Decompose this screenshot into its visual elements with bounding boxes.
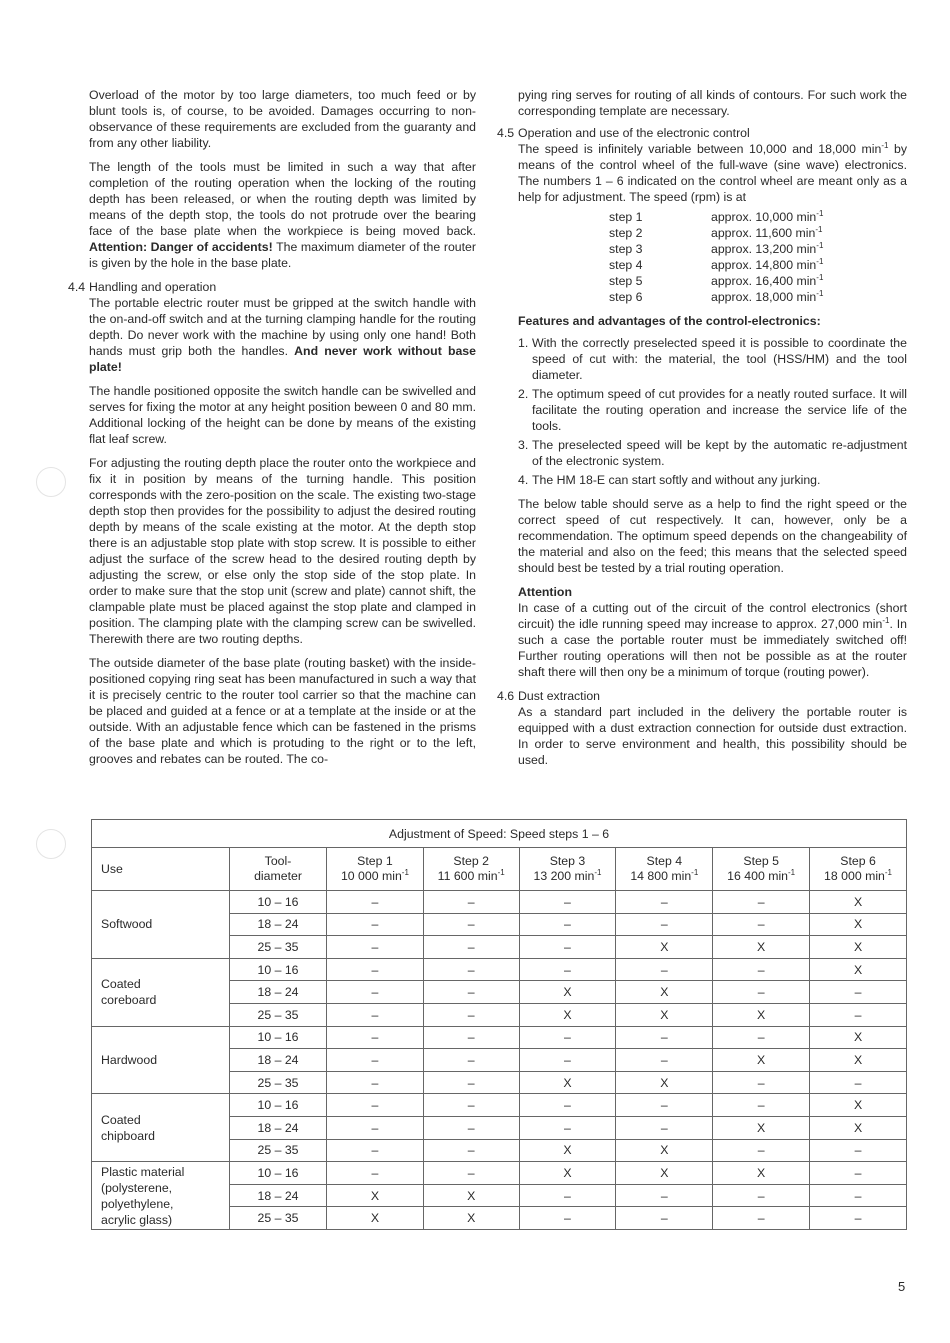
feature-text: The preselected speed will be kept by the automatic re-adjustment of the electronic system.	[532, 438, 907, 468]
feature-item	[518, 437, 907, 469]
speed-cell: –	[519, 958, 616, 981]
speed-cell: –	[327, 981, 424, 1004]
speed-cell: X	[810, 1049, 907, 1072]
speed-cell: –	[423, 1094, 519, 1117]
section-number: 4.4	[68, 280, 86, 294]
speed-cell: X	[423, 1184, 519, 1207]
step-speed: 18 000 $\min^{-1}$	[824, 867, 893, 883]
speed-cell: –	[327, 891, 424, 914]
speed-cell: –	[616, 1094, 713, 1117]
feature-item	[518, 472, 907, 488]
speed-cell: –	[616, 1026, 713, 1049]
speed-cell: X	[616, 1162, 713, 1185]
speed-cell: –	[327, 913, 424, 936]
paragraph-tool-length	[68, 159, 476, 271]
speed-cell: –	[616, 891, 713, 914]
features-list	[497, 335, 907, 488]
superscript: -1	[401, 867, 409, 877]
speed-cell: –	[327, 1139, 424, 1162]
speed-cell: –	[423, 1026, 519, 1049]
section-number: 4.6	[497, 689, 515, 703]
paragraph-table-help: The below table should serve as a help to find the right speed or the correct speed of cut respectively. It can, however, only be a recommendation. The optimum speed depends on the changeability of the material and also on the feed; this means that the selected speed should best be tested by a trial routing operation.	[518, 497, 907, 575]
tool-diameter-cell: 10 – 16	[230, 891, 327, 914]
features-title-text: Features and advantages of the control-electronics:	[518, 314, 821, 328]
material-line: acrylic glass)	[101, 1212, 173, 1227]
speed-cell: –	[519, 1184, 616, 1207]
use-material	[92, 958, 230, 1026]
material-line: coreboard	[101, 993, 157, 1008]
speed-cell: –	[327, 1003, 424, 1026]
text-speed-range: The speed is infinitely variable between 10,000 and 18,000 min	[518, 142, 882, 156]
speed-cell: X	[810, 891, 907, 914]
paragraph-attention	[497, 600, 907, 680]
text-tool-length: The length of the tools must be limited in such a way that after completion of the routing operation when the locking of the routing depth has been released, or when the routing depth was limited by means of the depth stop, the tools do not protrude over the bearing face of the base plate when the workpiece is being moved back.	[89, 160, 476, 238]
use-material	[92, 1094, 230, 1162]
superscript: -1	[497, 867, 505, 877]
speed-cell: X	[519, 1071, 616, 1094]
feature-text: The HM 18-E can start softly and without any jurking.	[532, 473, 821, 487]
paragraph-base-plate: The outside diameter of the base plate (routing basket) with the inside-positioned copying ring seat has been manufactured in such a way that it is precisely centric to the router tool carrier so that the machine can be placed and guided at a fence or at a template at the inside or at the outside. With an adjustable fence which can be fastened in the prisms of the base plate and which is protuding to the right or to the left, grooves and rebates can be routed. The co-	[89, 656, 476, 766]
tool-diameter-cell: 18 – 24	[230, 1049, 327, 1072]
step-name: Step 4	[646, 854, 683, 868]
speed-step-value: approx. 16,400 $\min^{-1}$	[711, 272, 824, 288]
speed-cell: –	[423, 936, 519, 959]
speed-cell: X	[810, 1094, 907, 1117]
feature-item	[518, 386, 907, 434]
superscript: -1	[691, 867, 699, 877]
header-step	[327, 848, 424, 891]
speed-cell: X	[519, 1003, 616, 1026]
speed-cell: X	[810, 913, 907, 936]
step-speed: 10 000 $\min^{-1}$	[340, 867, 409, 883]
speed-cell: –	[713, 1071, 810, 1094]
speed-cell: X	[713, 936, 810, 959]
header-use: Use	[92, 848, 230, 891]
superscript: -1	[816, 288, 824, 298]
speed-cell: X	[616, 1139, 713, 1162]
paragraph-handle: The handle positioned opposite the switch handle can be swivelled and serves for fixing the motor at any height position beween 0 and 80 mm. Additional locking of the height can be done by means of the existing flat leaf screw.	[89, 384, 476, 446]
feature-number: 4.	[518, 473, 529, 487]
material-line: (polysterene,	[101, 1180, 173, 1195]
speed-cell: –	[327, 1162, 424, 1185]
tool-diameter-cell: 25 – 35	[230, 1139, 327, 1162]
speed-cell: –	[423, 913, 519, 936]
superscript: -1	[816, 256, 824, 266]
paragraph-overload: Overload of the motor by too large diameters, too much feed or by blunt tools is, of course, to be avoided. Damages occurring to non-observance of these requirements are excluded from the guaranty and from any other liability.	[89, 88, 476, 150]
speed-cell: –	[713, 958, 810, 981]
header-line: diameter	[254, 869, 302, 883]
text-attention: In case of a cutting out of the circuit of the control electronics (short circuit) the idle running speed may increase to approx. 27,000 min	[518, 601, 907, 631]
speed-cell: –	[810, 1071, 907, 1094]
speed-cell: –	[327, 1071, 424, 1094]
speed-cell: –	[519, 1116, 616, 1139]
attention-heading: Attention	[518, 585, 572, 599]
speed-cell: –	[810, 1139, 907, 1162]
speed-cell: X	[616, 1003, 713, 1026]
warning-base-plate: And never work without base plate!	[89, 344, 476, 374]
left-column	[68, 87, 476, 775]
material-line: Coated	[101, 977, 141, 992]
superscript: -1	[816, 240, 824, 250]
feature-number: 1.	[518, 336, 529, 350]
speed-step-value: approx. 10,000 $\min^{-1}$	[711, 208, 824, 224]
speed-cell: –	[616, 1207, 713, 1230]
step-speed: 11 600 $\min^{-1}$	[437, 867, 505, 883]
step-name: Step 2	[453, 854, 489, 868]
use-material	[92, 1162, 230, 1230]
speed-cell: X	[713, 1116, 810, 1139]
speed-cell: –	[616, 1184, 713, 1207]
table-row	[92, 891, 907, 914]
speed-cell: –	[519, 913, 616, 936]
speed-adjustment-table	[91, 819, 907, 1230]
header-tool-diameter	[230, 848, 327, 891]
speed-cell: –	[616, 913, 713, 936]
speed-cell: –	[327, 1049, 424, 1072]
speed-cell: X	[713, 1162, 810, 1185]
tool-diameter-cell: 18 – 24	[230, 981, 327, 1004]
speed-cell: X	[810, 936, 907, 959]
speed-step-label: step 4	[609, 258, 643, 272]
material-line: Plastic material	[101, 1164, 185, 1179]
speed-cell: –	[519, 936, 616, 959]
material-line: Hardwood	[101, 1052, 158, 1067]
speed-cell: –	[423, 1071, 519, 1094]
speed-cell: –	[519, 891, 616, 914]
tool-diameter-cell: 10 – 16	[230, 1094, 327, 1117]
speed-cell: –	[713, 1184, 810, 1207]
features-title	[497, 313, 907, 329]
use-material	[92, 891, 230, 959]
speed-step-value: approx. 11,600 $\min^{-1}$	[711, 224, 823, 240]
speed-cell: X	[519, 1139, 616, 1162]
speed-cell: –	[713, 981, 810, 1004]
speed-cell: –	[616, 1049, 713, 1072]
speed-step-row	[609, 257, 907, 273]
speed-cell: –	[327, 1094, 424, 1117]
speed-cell: X	[713, 1003, 810, 1026]
tool-diameter-cell: 18 – 24	[230, 1116, 327, 1139]
material-line: Softwood	[101, 917, 153, 932]
speed-cell: –	[423, 1162, 519, 1185]
tool-diameter-cell: 18 – 24	[230, 1184, 327, 1207]
step-name: Step 3	[549, 854, 586, 868]
superscript: -1	[882, 615, 890, 625]
tool-diameter-cell: 25 – 35	[230, 1207, 327, 1230]
use-material	[92, 1026, 230, 1094]
speed-cell: –	[423, 981, 519, 1004]
speed-cell: –	[519, 1049, 616, 1072]
speed-cell: –	[519, 1207, 616, 1230]
speed-cell: –	[423, 891, 519, 914]
speed-step-row	[609, 289, 907, 305]
header-step	[616, 848, 713, 891]
speed-cell: –	[423, 1139, 519, 1162]
punch-hole-mark	[36, 829, 66, 859]
speed-cell: –	[519, 1026, 616, 1049]
header-step	[423, 848, 519, 891]
speed-step-value: approx. 18,000 $\min^{-1}$	[711, 288, 824, 304]
superscript: -1	[815, 224, 823, 234]
speed-cell: –	[327, 936, 424, 959]
speed-cell: –	[423, 958, 519, 981]
punch-hole-mark	[36, 467, 66, 497]
superscript: -1	[594, 867, 602, 877]
text-attention-cont: . In such a case the portable router must be immediately switched off! Further routing operations will then not be possible as at the router shaft there will then ony be a minimum of torque (routing power).	[518, 617, 908, 679]
section-heading-4-5	[497, 125, 907, 141]
speed-cell: X	[327, 1207, 424, 1230]
material-line: polyethylene,	[101, 1196, 174, 1211]
superscript: -1	[816, 208, 824, 218]
table-caption-row	[92, 820, 907, 848]
speed-step-value: approx. 13,200 $\min^{-1}$	[711, 240, 824, 256]
section-heading-4-4	[68, 279, 476, 295]
table-row	[92, 1162, 907, 1185]
speed-step-label: step 1	[609, 210, 643, 224]
speed-cell: X	[423, 1207, 519, 1230]
speed-cell: X	[810, 1116, 907, 1139]
speed-cell: –	[713, 1139, 810, 1162]
speed-cell: –	[810, 1207, 907, 1230]
paragraph-speed-variable	[497, 141, 907, 205]
speed-cell: –	[616, 958, 713, 981]
page-number: 5	[898, 1279, 906, 1294]
speed-cell: –	[810, 1184, 907, 1207]
header-step	[519, 848, 616, 891]
speed-cell: –	[810, 981, 907, 1004]
superscript: -1	[884, 867, 893, 877]
speed-cell: –	[713, 891, 810, 914]
superscript: -1	[881, 140, 889, 150]
tool-diameter-cell: 10 – 16	[230, 1162, 327, 1185]
feature-number: 2.	[518, 387, 529, 401]
speed-cell: X	[327, 1184, 424, 1207]
header-step	[713, 848, 810, 891]
tool-diameter-cell: 25 – 35	[230, 936, 327, 959]
speed-step-label: step 3	[609, 242, 643, 256]
superscript: -1	[788, 867, 796, 877]
speed-cell: X	[616, 936, 713, 959]
paragraph-routing-depth: For adjusting the routing depth place the router onto the workpiece and fix it in position by means of the turning handle. This position corresponds with the zero-position on the scale. The existing two-stage depth stop then provides for the possibility to adjust the desired routing depth by means of the scale existing at the motor. At the depth stop there is an adjustable stop plate with stop screw. It is possible to either adjust the surface of the screw head to the desired routing depth by adjusting the screw, or else only the stop side of the stop plate. In order to make sure that the stop unit (screw and plate) cannot shift, the clampable plate must be placed against the stop plate and clamped in position. The clamping plate with the clamping screw can be swivelled. Therewith there are two routing depths.	[89, 456, 476, 646]
speed-step-row	[609, 273, 907, 289]
speed-cell: –	[519, 1094, 616, 1117]
superscript: -1	[816, 272, 824, 282]
speed-cell: –	[713, 1026, 810, 1049]
paragraph-grip	[68, 295, 476, 375]
speed-cell: –	[327, 1116, 424, 1139]
paragraph-copying-ring: pying ring serves for routing of all kinds of contours. For such work the corresponding template are necessary.	[518, 88, 907, 118]
feature-text: With the correctly preselected speed it is possible to coordinate the speed of cut with: the material, the tool (HSS/HM) and the tool diameter.	[532, 336, 907, 382]
step-speed: 14 800 $\min^{-1}$	[630, 867, 699, 883]
step-name: Step 5	[743, 854, 779, 868]
step-name: Step 1	[357, 854, 393, 868]
speed-step-row	[609, 225, 907, 241]
paragraph-dust-extraction: As a standard part included in the delivery the portable router is equipped with a dust extraction connection for outside dust extraction. In order to serve environment and health, this possibility should be used.	[518, 705, 907, 767]
feature-item	[518, 335, 907, 383]
step-name: Step 6	[840, 854, 876, 868]
text-control-wheel: by means of the control wheel of the full-wave (sine wave) electronics. The numbers 1 – 6 indicated on the control wheel are meant only as a help for adjustment. The speed (rpm) is at	[518, 142, 908, 204]
speed-cell: –	[713, 913, 810, 936]
material-line: Coated	[101, 1112, 141, 1127]
header-line: Tool-	[264, 854, 292, 868]
speed-cell: –	[327, 958, 424, 981]
speed-cell: –	[713, 1094, 810, 1117]
right-column	[497, 87, 907, 776]
tool-diameter-cell: 25 – 35	[230, 1071, 327, 1094]
speed-cell: –	[616, 1116, 713, 1139]
section-title: Operation and use of the electronic control	[518, 126, 750, 140]
step-speed: 16 400 $\min^{-1}$	[727, 867, 796, 883]
speed-cell: X	[810, 1026, 907, 1049]
section-title: Dust extraction	[518, 689, 601, 703]
step-speed: 13 200 $\min^{-1}$	[533, 867, 602, 883]
speed-step-label: step 5	[609, 274, 643, 288]
tool-diameter-cell: 18 – 24	[230, 913, 327, 936]
header-step	[810, 848, 907, 891]
feature-text: The optimum speed of cut provides for a neatly routed surface. It will facilitate the routing operation and increase the service life of the tools.	[532, 387, 907, 433]
speed-step-value: approx. 14,800 $\min^{-1}$	[711, 256, 824, 272]
tool-diameter-cell: 10 – 16	[230, 1026, 327, 1049]
material-line: chipboard	[101, 1128, 156, 1143]
speed-cell: –	[810, 1162, 907, 1185]
speed-step-row	[609, 209, 907, 225]
speed-cell: –	[423, 1049, 519, 1072]
table-header-row	[92, 848, 907, 891]
table-row	[92, 1094, 907, 1117]
speed-step-list	[609, 209, 907, 305]
tool-diameter-cell: 10 – 16	[230, 958, 327, 981]
table-row	[92, 1026, 907, 1049]
warning-danger: Attention: Danger of accidents!	[89, 240, 273, 254]
tool-diameter-cell: 25 – 35	[230, 1003, 327, 1026]
speed-cell: –	[810, 1003, 907, 1026]
section-title: Handling and operation	[89, 280, 217, 294]
text-grip: The portable electric router must be gripped at the switch handle with the on-and-off switch and at the turning clamping handle for the routing depth. Do never work with the machine by using only one hand! Both hands must grip both the handles.	[89, 296, 476, 358]
feature-number: 3.	[518, 438, 529, 452]
speed-cell: –	[423, 1003, 519, 1026]
speed-cell: –	[327, 1026, 424, 1049]
speed-cell: X	[616, 1071, 713, 1094]
speed-cell: X	[519, 981, 616, 1004]
speed-cell: X	[519, 1162, 616, 1185]
speed-cell: X	[616, 981, 713, 1004]
speed-step-label: step 2	[609, 226, 643, 240]
speed-cell: –	[423, 1116, 519, 1139]
section-number: 4.5	[497, 126, 515, 140]
speed-step-row	[609, 241, 907, 257]
table-caption: Adjustment of Speed: Speed steps 1 – 6	[92, 820, 907, 848]
speed-cell: X	[713, 1049, 810, 1072]
table-row	[92, 958, 907, 981]
speed-cell: –	[713, 1207, 810, 1230]
text-max-diameter: The maximum diameter of the router is given by the hole in the base plate.	[89, 240, 476, 270]
speed-step-label: step 6	[609, 290, 643, 304]
speed-cell: X	[810, 958, 907, 981]
section-heading-4-6	[497, 688, 907, 704]
